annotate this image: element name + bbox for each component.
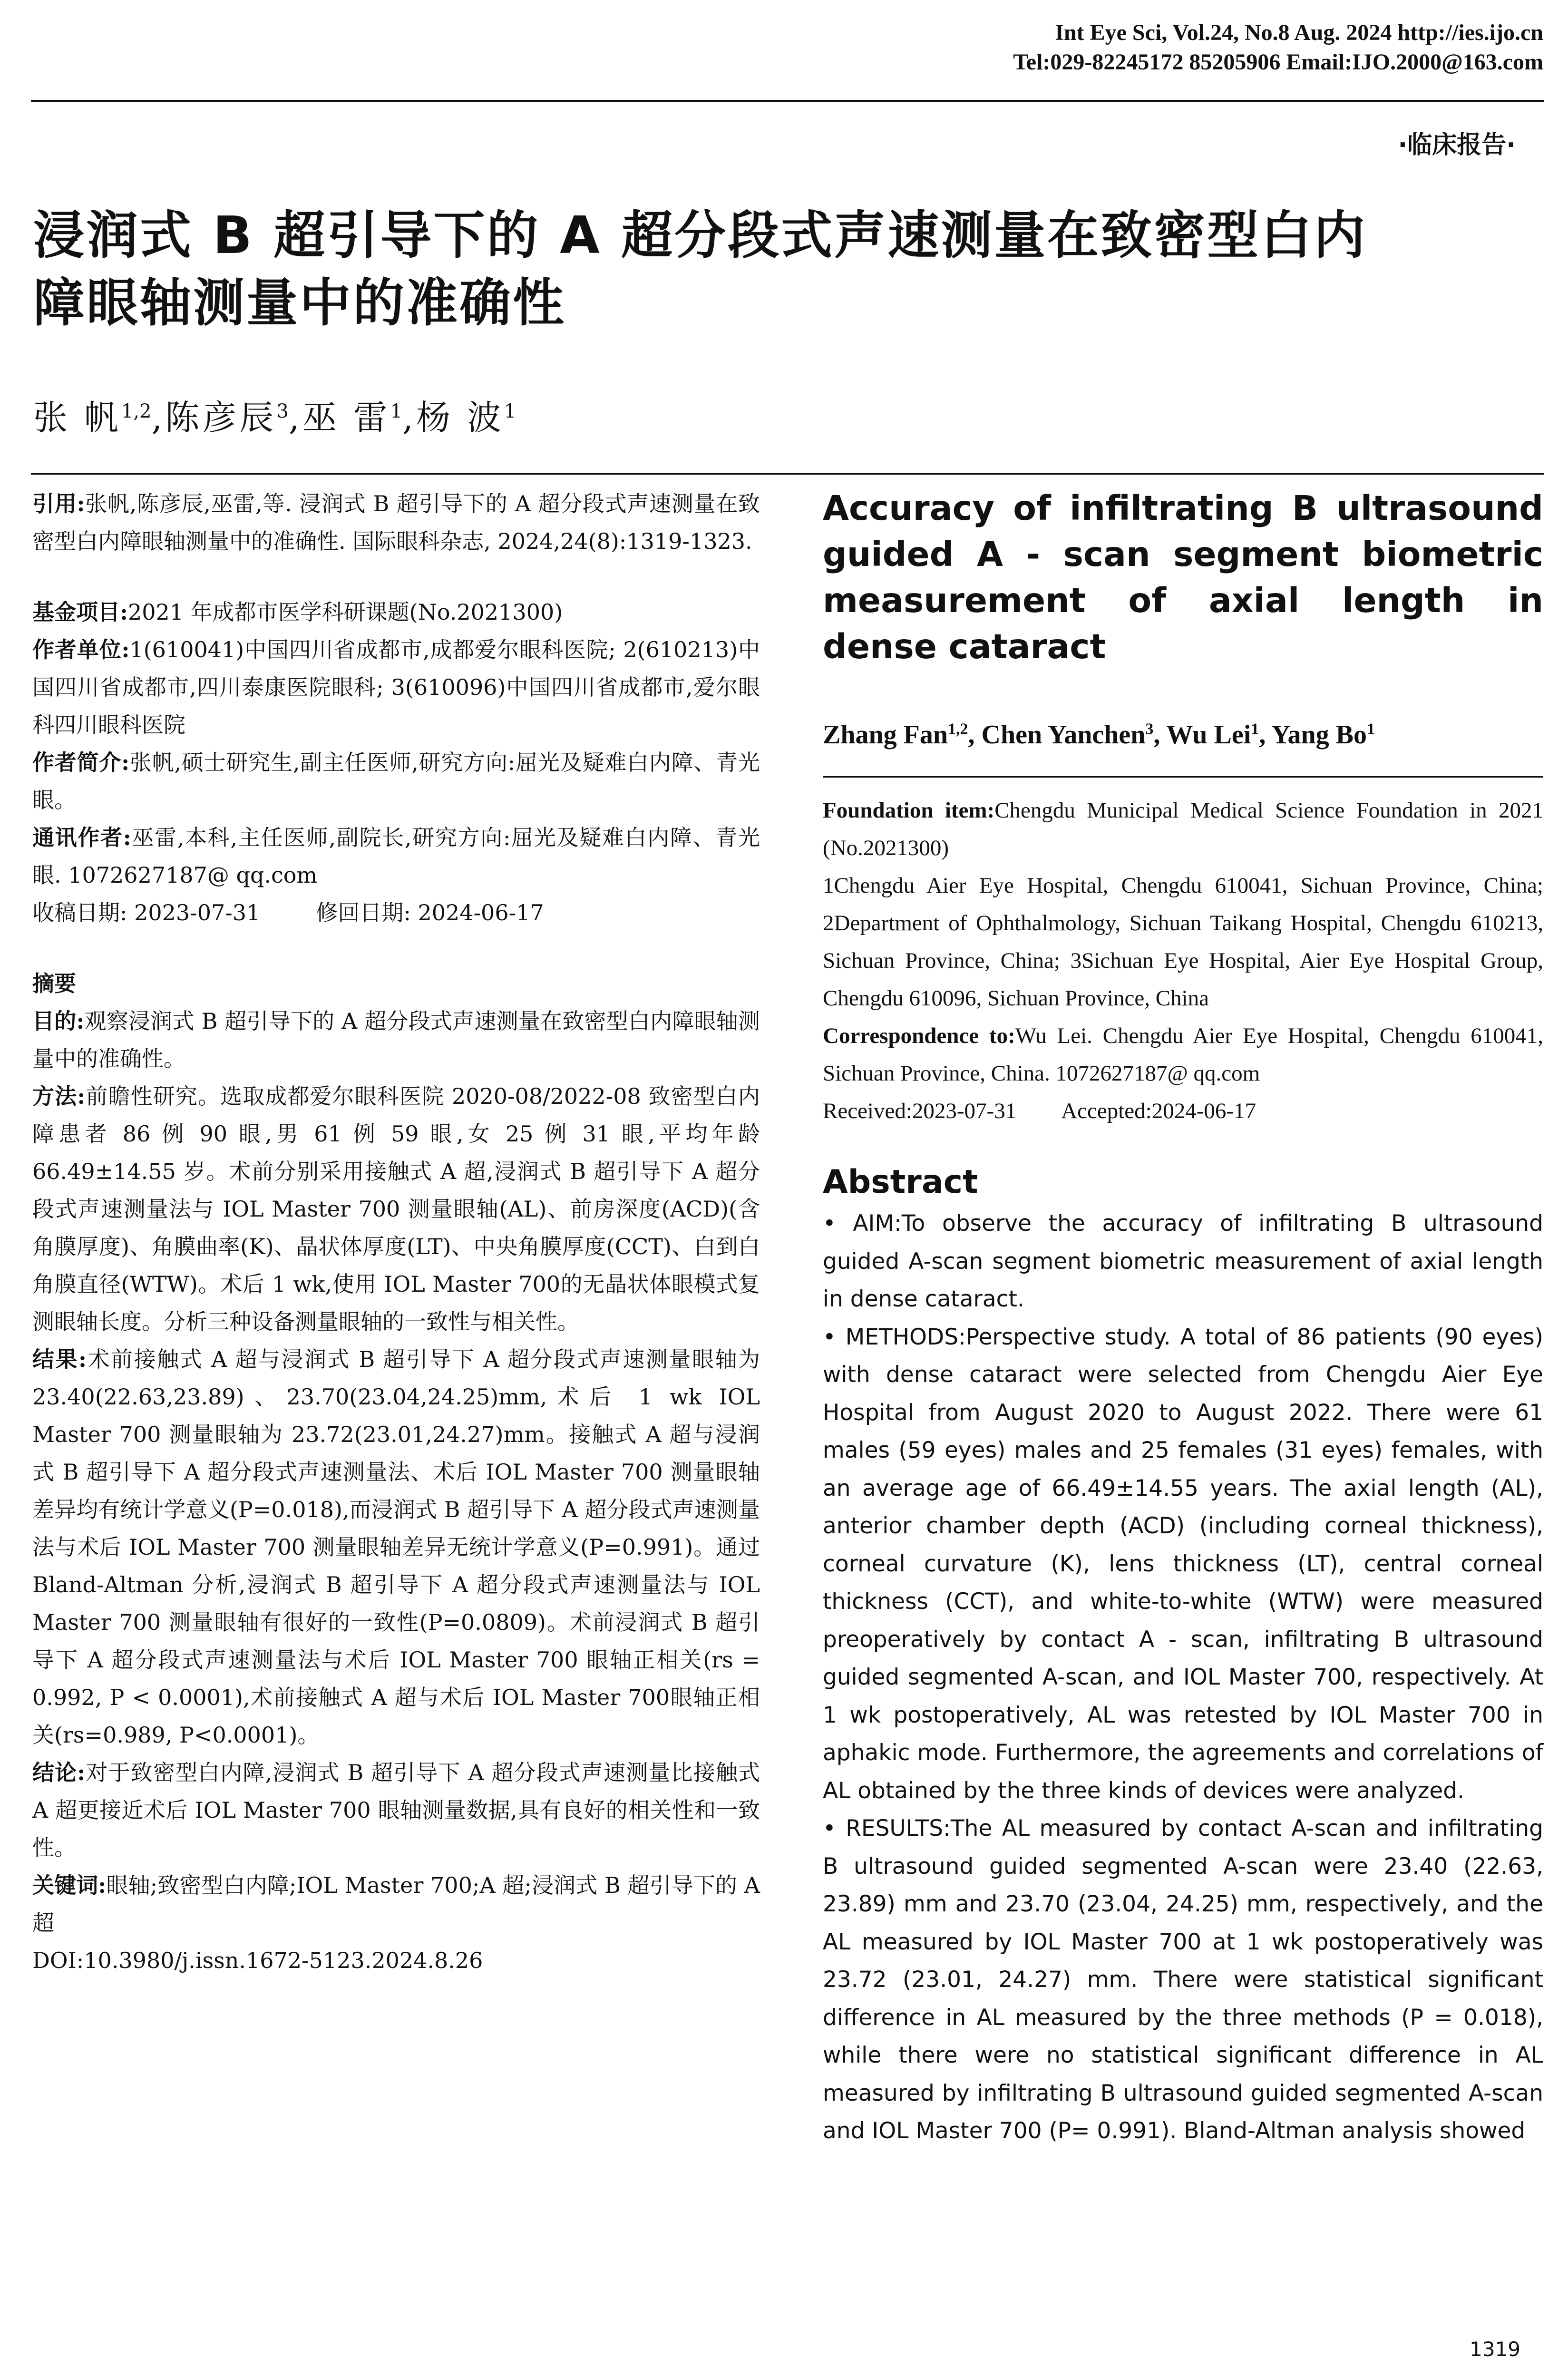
page-number: 1319 xyxy=(1470,2338,1520,2361)
cn-author-3: 巫 雷$^1$, xyxy=(302,398,416,438)
cn-title-line1: 浸润式 B 超引导下的 A 超分段式声速测量在致密型白内 xyxy=(33,206,1367,265)
correspondence: Correspondence to:Wu Lei. Chengdu Aier Eye Hospital, Chengdu 610041, Sichuan Province, China. 1072627187@ qq.com xyxy=(823,1023,1543,1086)
en-author-4: Yang Bo$^1$ xyxy=(1271,720,1375,750)
en-dates: Received:2023-07-31 Accepted:2024-06-17 xyxy=(823,1099,1256,1123)
doi: DOI:10.3980/j.issn.1672-5123.2024.8.26 xyxy=(32,1948,483,1973)
en-author-rule xyxy=(823,776,1543,778)
journal-header-line2: Tel:029-82245172 85205906 Email:IJO.2000@163.com xyxy=(1013,49,1543,75)
section-tag: ·临床报告· xyxy=(1398,131,1516,159)
dates: 收稿日期: 2023-07-31 修回日期: 2024-06-17 xyxy=(32,900,544,925)
cn-column xyxy=(32,485,760,1979)
cn-aim: 目的:观察浸润式 B 超引导下的 A 超分段式声速测量在致密型白内障眼轴测量中的准确性。 xyxy=(32,1008,760,1072)
en-author-2: Chen Yanchen$^3$, xyxy=(981,720,1167,750)
en-column xyxy=(823,485,1543,2150)
en-methods: • METHODS:Perspective study. A total of 86 patients (90 eyes) with dense cataract were selected from Chengdu Aier Eye Hospital from August 2020 to August 2022. There were 61 males (59 eyes) males and 25 females (31 eyes) females, with an average age of 66.49±14.55 years. The axial length (AL), anterior chamber depth (ACD) (including corneal thickness), corneal curvature (K), lens thickness (LT), central corneal thickness (CCT), and white-to-white (WTW) were measured preoperatively by contact A - scan, infiltrating B ultrasound guided segmented A-scan, and IOL Master 700, respectively. At 1 wk postoperatively, AL was retested by IOL Master 700 in aphakic mode. Furthermore, the agreements and correlations of AL obtained by the three kinds of devices were analyzed. xyxy=(823,1324,1543,1804)
author-rule xyxy=(31,473,1544,475)
en-info xyxy=(823,792,1543,1130)
cn-author-2: 陈彦辰$^3$, xyxy=(165,398,302,438)
en-results: • RESULTS:The AL measured by contact A-scan and infiltrating B ultrasound guided segmented A-scan were 23.40 (22.63, 23.89) mm and 23.70 (23.04, 24.25) mm, respectively, and the AL measured by IOL Master 700 at 1 wk postoperatively was 23.72 (23.01, 24.27) mm. There were statistical significant difference in AL measured by the three methods (P = 0.018), while there were no statistical significant difference in AL measured by infiltrating B ultrasound guided segmented A-scan and IOL Master 700 (P= 0.991). Bland-Altman analysis showed xyxy=(823,1815,1543,2144)
citation: 引用:张帆,陈彦辰,巫雷,等. 浸润式 B 超引导下的 A 超分段式声速测量在致密型白内障眼轴测量中的准确性. 国际眼科杂志, 2024,24(8):1319-1323. xyxy=(32,491,760,554)
cn-title xyxy=(33,202,1546,337)
corresponding-author: 通讯作者:巫雷,本科,主任医师,副院长,研究方向:屈光及疑难白内障、青光眼. 1072627187@ qq.com xyxy=(32,825,760,888)
foundation-item: Foundation item:Chengdu Municipal Medical Science Foundation in 2021 (No.2021300) xyxy=(823,798,1543,860)
author-bio: 作者简介:张帆,硕士研究生,副主任医师,研究方向:屈光及疑难白内障、青光眼。 xyxy=(32,750,760,813)
en-author-3: Wu Lei$^1$, xyxy=(1166,720,1272,750)
cn-methods: 方法:前瞻性研究。选取成都爱尔眼科医院 2020-08/2022-08 致密型白内障患者 86 例 90 眼,男 61 例 59 眼,女 25 例 31 眼,平均年龄 66.49±14.55 岁。术前分别采用接触式 A 超,浸润式 B 超引导下 A 超分段式声速测量法与 IOL Master 700 测量眼轴(AL)、前房深度(ACD)(含角膜厚度)、角膜曲率(K)、晶状体厚度(LT)、中央角膜厚度(CCT)、白到白角膜直径(WTW)。术后 1 wk,使用 IOL Master 700的无晶状体眼模式复测眼轴长度。分析三种设备测量眼轴的一致性与相关性。 xyxy=(32,1083,760,1335)
header-rule xyxy=(31,100,1544,102)
cn-title-line2: 障眼轴测量中的准确性 xyxy=(33,273,566,333)
en-title: Accuracy of infiltrating B ultrasound guided A - scan segment biometric measurement of axial length in dense cataract xyxy=(823,488,1543,666)
en-authors xyxy=(823,720,1543,750)
author-units: 作者单位:1(610041)中国四川省成都市,成都爱尔眼科医院; 2(610213)中国四川省成都市,四川泰康医院眼科; 3(610096)中国四川省成都市,爱尔眼科四川眼科医院 xyxy=(32,637,760,738)
cn-keywords: 关键词:眼轴;致密型白内障;IOL Master 700;A 超;浸润式 B 超引导下的 A 超 xyxy=(32,1872,760,1936)
cn-abstract-heading: 摘要 xyxy=(32,971,76,996)
cn-conclusion: 结论:对于致密型白内障,浸润式 B 超引导下 A 超分段式声速测量比接触式 A 超更接近术后 IOL Master 700 眼轴测量数据,具有良好的相关性和一致性。 xyxy=(32,1760,760,1861)
en-abstract xyxy=(823,1205,1543,2150)
cn-authors xyxy=(33,390,516,439)
cn-results: 结果:术前接触式 A 超与浸润式 B 超引导下 A 超分段式声速测量眼轴为 23.40(22.63,23.89)、23.70(23.04,24.25)mm,术后 1 wk IOL Master 700 测量眼轴为 23.72(23.01,24.27)mm。接触式 A 超与浸润式 B 超引导下 A 超分段式声速测量法、术后 IOL Master 700 测量眼轴差异均有统计学意义(P=0.018),而浸润式 B 超引导下 A 超分段式声速测量法与术后 IOL Master 700 测量眼轴差异无统计学意义(P=0.991)。通过 Bland-Altman 分析,浸润式 B 超引导下 A 超分段式声速测量法与 IOL Master 700 测量眼轴有很好的一致性(P=0.0809)。术前浸润式 B 超引导下 A 超分段式声速测量法与术后 IOL Master 700 眼轴正相关(rs = 0.992, P < 0.0001),术前接触式 A 超与术后 IOL Master 700眼轴正相关(rs=0.989, P<0.0001)。 xyxy=(32,1346,760,1748)
journal-header-line1: Int Eye Sci, Vol.24, No.8 Aug. 2024 http://ies.ijo.cn xyxy=(1055,20,1543,45)
cn-author-1: 张 帆$^{1,2}$, xyxy=(33,398,166,438)
affiliations: 1Chengdu Aier Eye Hospital, Chengdu 610041, Sichuan Province, China; 2Department of Ophthalmology, Sichuan Taikang Hospital, Chengdu 610213, Sichuan Province, China; 3Sichuan Eye Hospital, Aier Eye Hospital Group, Chengdu 610096, Sichuan Province, China xyxy=(823,873,1543,1011)
en-abstract-heading: Abstract xyxy=(823,1163,978,1201)
cn-author-4: 杨 波$^1$ xyxy=(416,398,516,438)
en-author-1: Zhang Fan$^{1,2}$, xyxy=(823,720,982,750)
fund-item: 基金项目:2021 年成都市医学科研课题(No.2021300) xyxy=(32,599,563,625)
en-aim: • AIM:To observe the accuracy of infiltrating B ultrasound guided A-scan segment biometric measurement of axial length in dense cataract. xyxy=(823,1210,1543,1312)
